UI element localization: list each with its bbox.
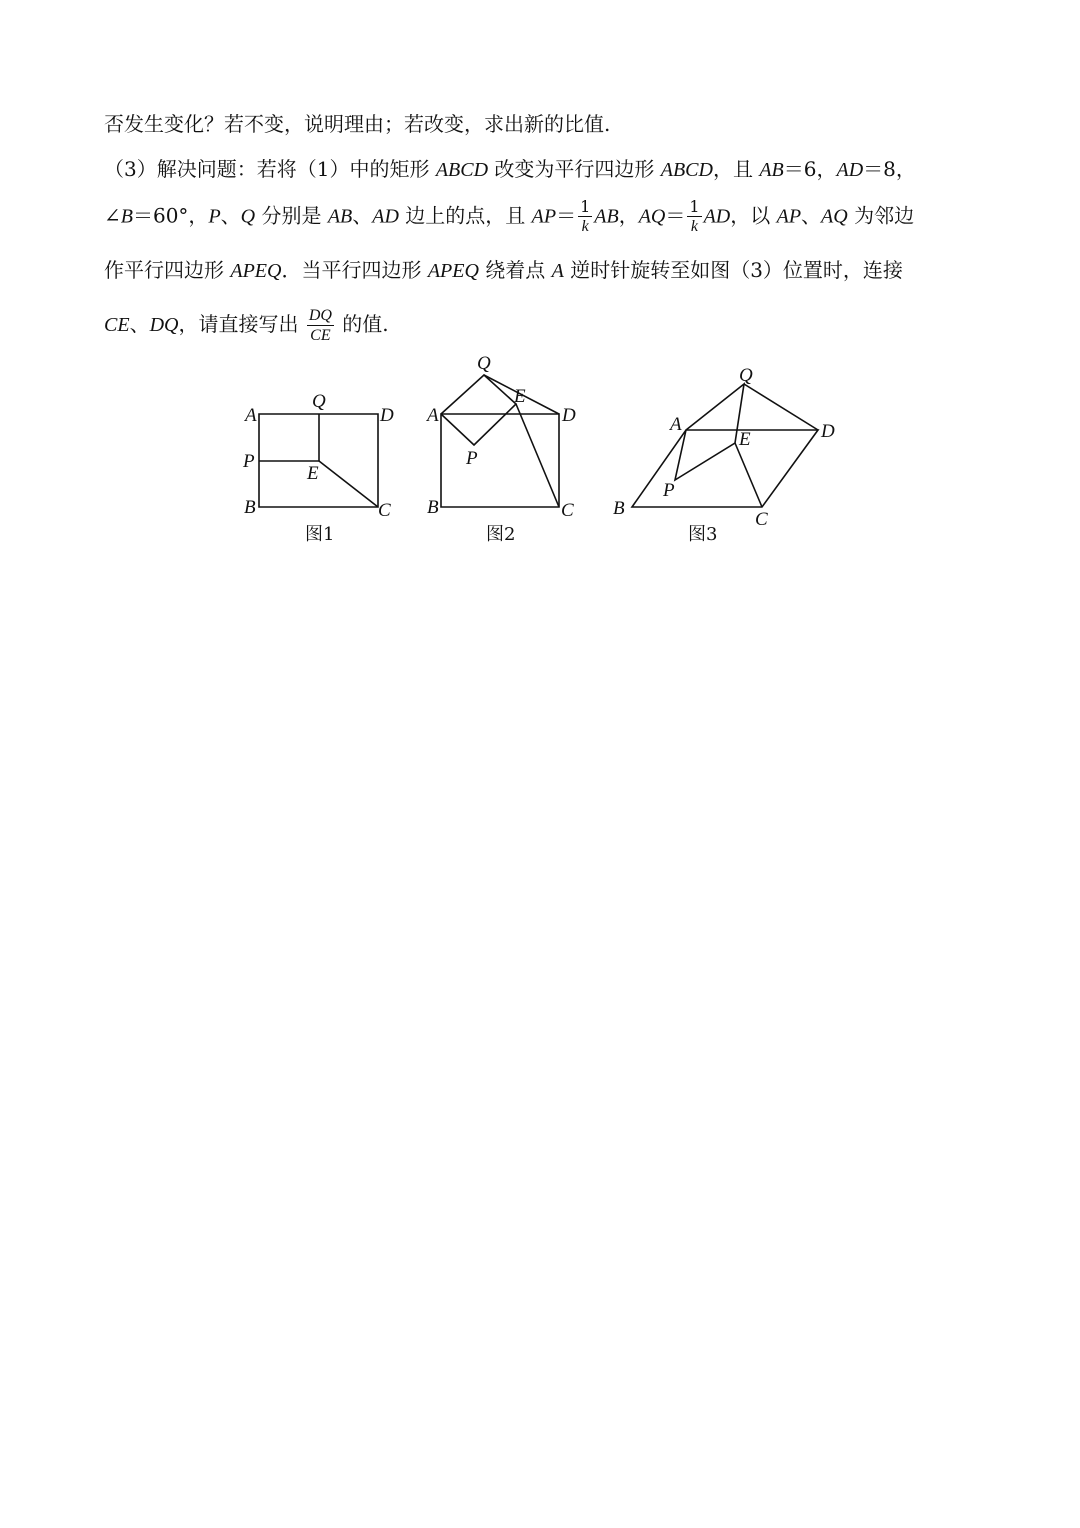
segment-qd bbox=[744, 384, 818, 430]
segment-ec bbox=[735, 443, 762, 507]
label-A: A bbox=[427, 405, 439, 426]
label-B: B bbox=[244, 497, 256, 518]
label-Q: Q bbox=[739, 365, 753, 386]
label-E: E bbox=[739, 429, 751, 450]
label-E: E bbox=[514, 386, 526, 407]
text-line-1: 否发生变化？若不变，说明理由；若改变，求出新的比值. bbox=[104, 112, 611, 136]
figure-1 bbox=[242, 391, 394, 545]
label-D: D bbox=[562, 405, 576, 426]
label-A: A bbox=[670, 414, 682, 435]
figure-2-caption: 图2 bbox=[486, 524, 516, 545]
figure-1-caption: 图1 bbox=[305, 524, 335, 545]
label-D: D bbox=[380, 405, 394, 426]
fraction-1-over-k-2: $\frac{1}{k}$ bbox=[689, 197, 700, 235]
parallelogram-abcd bbox=[632, 430, 818, 507]
label-B: B bbox=[427, 497, 439, 518]
parallelogram-apeq bbox=[675, 384, 744, 480]
segment-ec bbox=[516, 404, 559, 507]
label-Q: Q bbox=[312, 391, 326, 412]
label-D: D bbox=[821, 421, 835, 442]
label-P: P bbox=[466, 448, 478, 469]
text-line-3: ∠B＝60°，P、Q 分别是 AB、AD 边上的点，且 AP＝ $\frac{1}{k}$ AB，AQ＝ $\frac{1}{k}$ AD，以 AP、AQ 为邻边 bbox=[104, 197, 915, 235]
text-line-2: （3）解决问题：若将（1）中的矩形 ABCD 改变为平行四边形 ABCD，且 AB＝6，AD＝8， bbox=[104, 157, 916, 181]
label-E: E bbox=[307, 463, 319, 484]
label-C: C bbox=[378, 500, 391, 521]
figure-2 bbox=[425, 353, 576, 545]
segment-ec bbox=[319, 461, 378, 507]
figure-3-caption: 图3 bbox=[688, 524, 718, 545]
square-abcd bbox=[441, 414, 559, 507]
label-P: P bbox=[663, 480, 675, 501]
fraction-1-over-k: $\frac{1}{k}$ bbox=[580, 197, 591, 235]
text-line-4: 作平行四边形 APEQ．当平行四边形 APEQ 绕着点 A 逆时针旋转至如图（3）位置时，连接 bbox=[104, 258, 903, 282]
geometry-figures bbox=[0, 340, 1080, 560]
label-A: A bbox=[245, 405, 257, 426]
text-line-5: CE、DQ，请直接写出 $\frac{DQ}{CE}$ 的值. bbox=[104, 307, 389, 344]
label-P: P bbox=[243, 451, 255, 472]
label-C: C bbox=[755, 509, 768, 530]
label-B: B bbox=[613, 498, 625, 519]
figure-3 bbox=[613, 365, 835, 545]
fraction-dq-over-ce: $\frac{DQ}{CE}$ bbox=[308, 307, 332, 344]
label-Q: Q bbox=[477, 353, 491, 374]
label-C: C bbox=[561, 500, 574, 521]
